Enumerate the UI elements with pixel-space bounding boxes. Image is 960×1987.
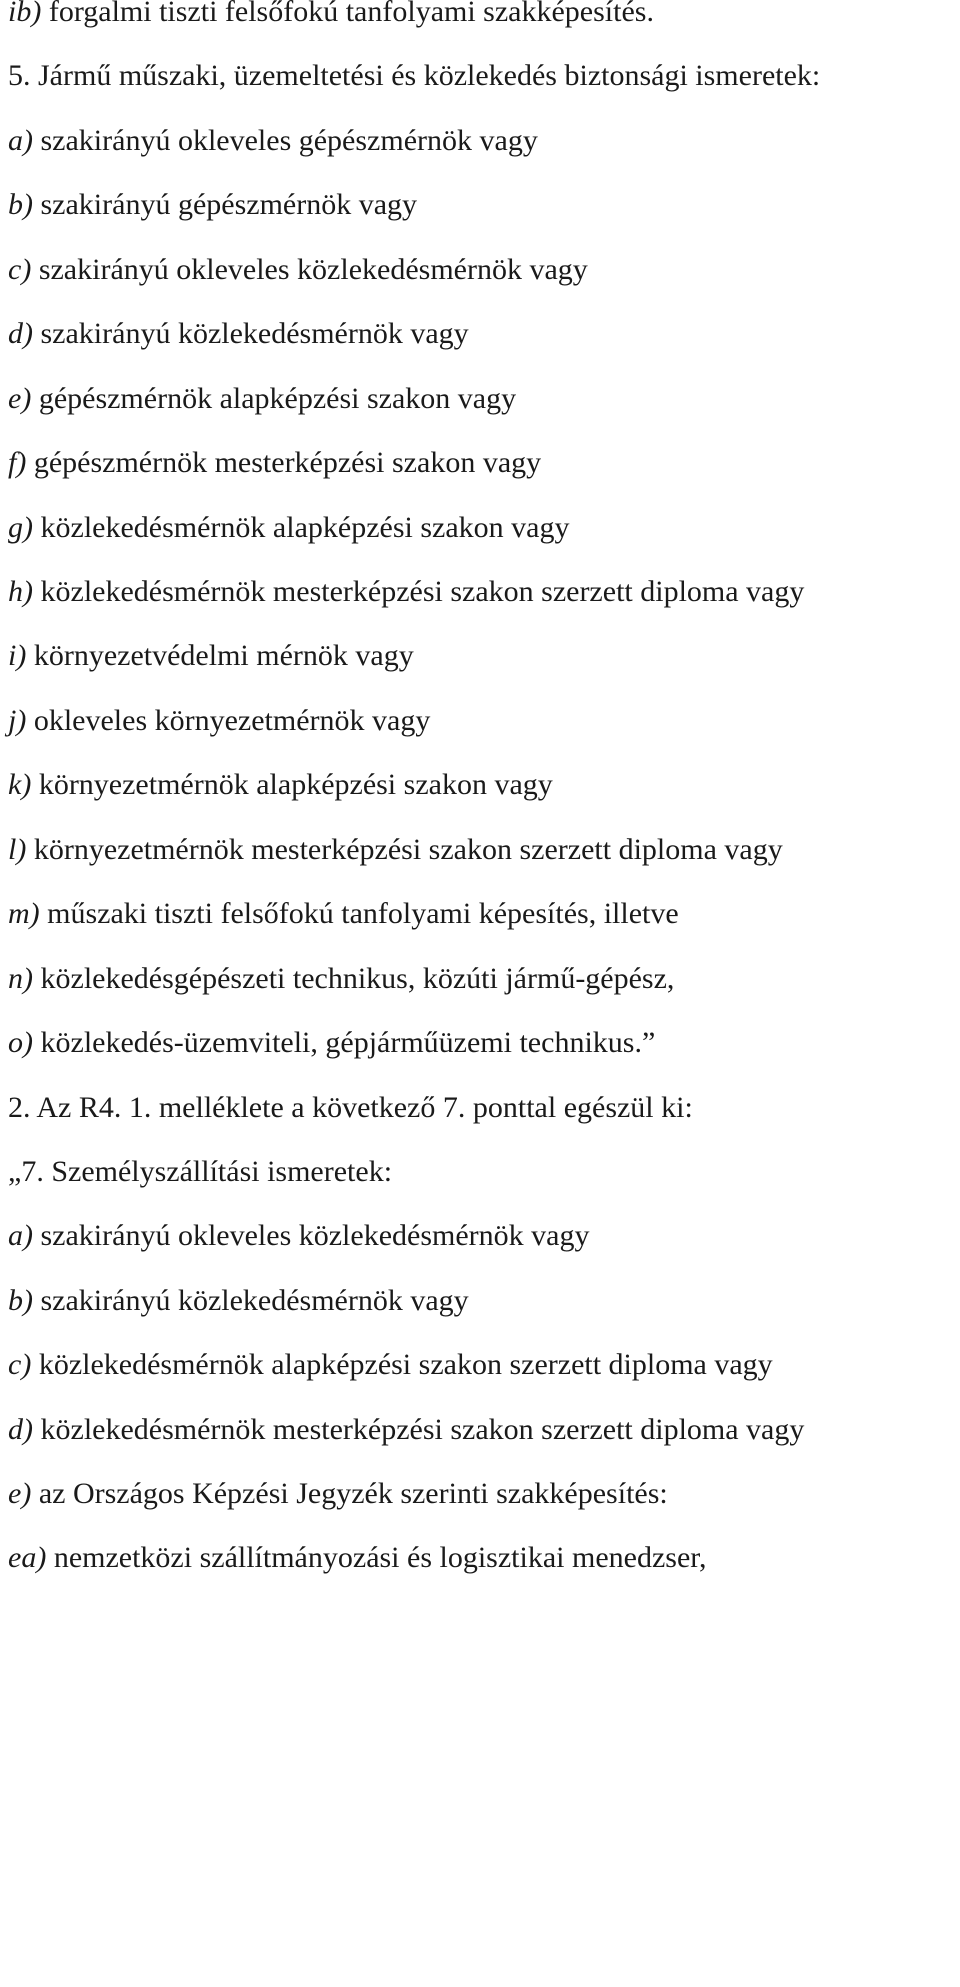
text-line <box>8 830 783 870</box>
line-text: szakirányú okleveles közlekedésmérnök vagy <box>33 1219 590 1252</box>
item-marker: b) <box>8 1284 33 1317</box>
line-text: okleveles környezetmérnök vagy <box>26 704 431 737</box>
text-line <box>8 1023 655 1063</box>
line-text: 2. Az R4. 1. melléklete a következő 7. ponttal egészül ki: <box>8 1091 693 1124</box>
line-text: 5. Jármű műszaki, üzemeltetési és közlekedés biztonsági ismeretek: <box>8 59 821 92</box>
item-marker: l) <box>8 833 27 866</box>
text-line <box>8 572 804 612</box>
line-text: környezetvédelmi mérnök vagy <box>26 639 414 672</box>
line-text: forgalmi tiszti felsőfokú tanfolyami szakképesítés. <box>41 0 654 28</box>
line-text: közlekedésmérnök alapképzési szakon szerzett diploma vagy <box>31 1348 773 1381</box>
text-line <box>8 701 430 741</box>
amendment-line <box>8 1088 693 1128</box>
item-marker: g) <box>8 511 33 544</box>
item-marker: b) <box>8 188 33 221</box>
line-text: közlekedés-üzemviteli, gépjárműüzemi technikus.” <box>33 1026 656 1059</box>
line-text: gépészmérnök alapképzési szakon vagy <box>31 382 517 415</box>
line-text: gépészmérnök mesterképzési szakon vagy <box>26 446 542 479</box>
line-text: nemzetközi szállítmányozási és logisztikai menedzser, <box>46 1541 707 1574</box>
item-marker: e) <box>8 382 32 415</box>
text-line <box>8 0 654 32</box>
text-line <box>8 636 414 676</box>
line-text: szakirányú gépészmérnök vagy <box>33 188 418 221</box>
text-line <box>8 1474 668 1514</box>
text-line <box>8 314 469 354</box>
item-marker: d) <box>8 1413 33 1446</box>
text-line <box>8 250 588 290</box>
item-marker: i) <box>8 639 27 672</box>
line-text: műszaki tiszti felsőfokú tanfolyami képesítés, illetve <box>39 897 679 930</box>
item-marker: ea) <box>8 1541 47 1574</box>
item-marker: c) <box>8 253 32 286</box>
text-line <box>8 1538 707 1578</box>
text-line <box>8 959 674 999</box>
item-marker: n) <box>8 962 33 995</box>
line-text: szakirányú közlekedésmérnök vagy <box>33 1284 469 1317</box>
text-line <box>8 894 679 934</box>
item-marker: a) <box>8 1219 33 1252</box>
line-text: szakirányú közlekedésmérnök vagy <box>33 317 469 350</box>
section-heading <box>8 1152 392 1192</box>
text-line <box>8 1281 469 1321</box>
item-marker: e) <box>8 1477 32 1510</box>
line-text: közlekedésgépészeti technikus, közúti jármű-gépész, <box>33 962 675 995</box>
item-marker: c) <box>8 1348 32 1381</box>
text-line <box>8 508 569 548</box>
line-text: szakirányú okleveles közlekedésmérnök vagy <box>31 253 588 286</box>
line-text: közlekedésmérnök mesterképzési szakon szerzett diploma vagy <box>33 575 805 608</box>
item-marker: d) <box>8 317 33 350</box>
text-line <box>8 443 541 483</box>
line-text: „7. Személyszállítási ismeretek: <box>8 1155 393 1188</box>
item-marker: ib) <box>8 0 42 28</box>
text-line <box>8 1345 773 1385</box>
line-text: az Országos Képzési Jegyzék szerinti szakképesítés: <box>31 1477 668 1510</box>
item-marker: m) <box>8 897 40 930</box>
line-text: környezetmérnök alapképzési szakon vagy <box>31 768 553 801</box>
section-heading <box>8 56 820 96</box>
item-marker: o) <box>8 1026 33 1059</box>
text-line <box>8 1410 804 1450</box>
text-line <box>8 1216 589 1256</box>
item-marker: k) <box>8 768 32 801</box>
item-marker: f) <box>8 446 27 479</box>
item-marker: j) <box>8 704 27 737</box>
line-text: szakirányú okleveles gépészmérnök vagy <box>33 124 538 157</box>
text-line <box>8 765 553 805</box>
line-text: közlekedésmérnök mesterképzési szakon szerzett diploma vagy <box>33 1413 805 1446</box>
text-line <box>8 185 417 225</box>
item-marker: h) <box>8 575 33 608</box>
text-line <box>8 121 538 161</box>
item-marker: a) <box>8 124 33 157</box>
line-text: közlekedésmérnök alapképzési szakon vagy <box>33 511 570 544</box>
line-text: környezetmérnök mesterképzési szakon szerzett diploma vagy <box>26 833 783 866</box>
text-line <box>8 379 516 419</box>
